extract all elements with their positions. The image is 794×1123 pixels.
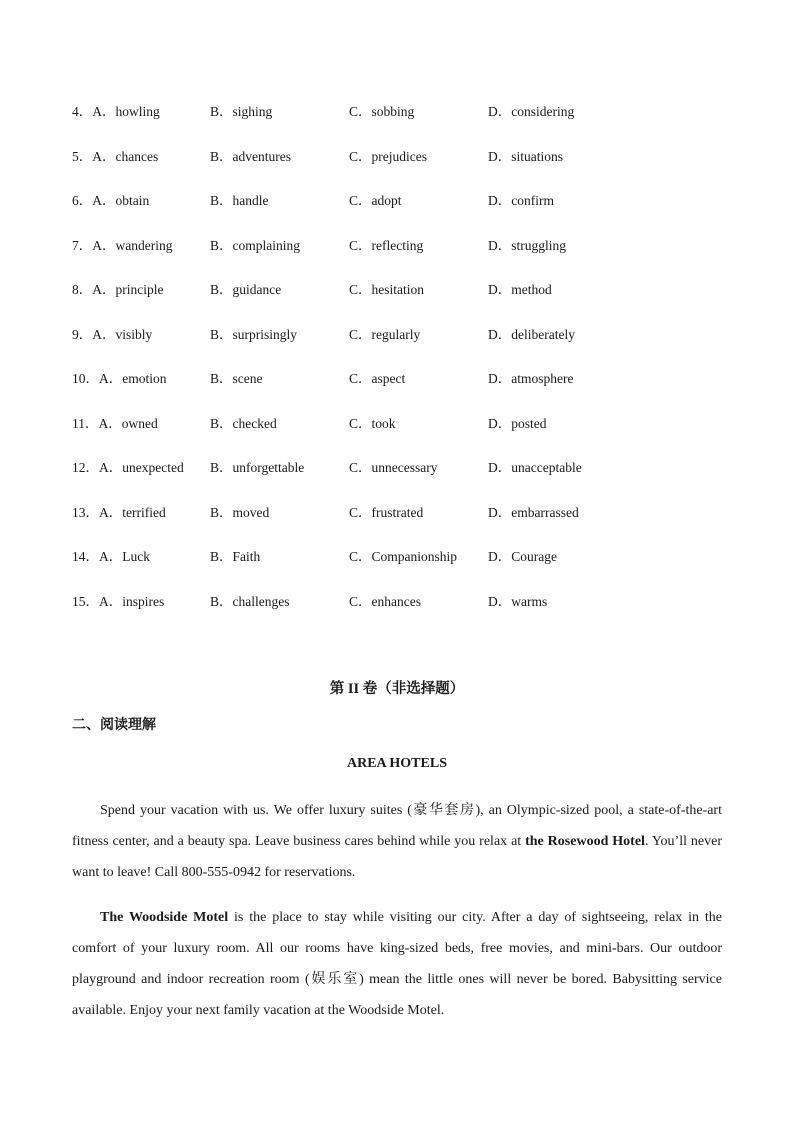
- option-c: C．regularly: [349, 326, 421, 342]
- option-c: C．adopt: [349, 193, 402, 208]
- option-d: D．atmosphere: [488, 371, 574, 386]
- option-a: 13．A．terrified: [72, 504, 166, 520]
- option-d: D．situations: [488, 148, 564, 164]
- question-row: [72, 324, 722, 369]
- question-row: [72, 413, 722, 458]
- passage-title: AREA HOTELS: [347, 756, 447, 771]
- option-b: B．complaining: [210, 237, 300, 253]
- option-c: C．sobbing: [349, 104, 415, 119]
- option-c: C．aspect: [349, 371, 406, 386]
- option-a: 14．A．Luck: [72, 549, 150, 564]
- option-a: 10．A．emotion: [72, 371, 167, 386]
- option-d: D．embarrassed: [488, 504, 579, 520]
- option-a: 9．A．visibly: [72, 326, 153, 342]
- option-d: D．struggling: [488, 237, 567, 253]
- question-row: [72, 190, 722, 235]
- option-c: C．reflecting: [349, 237, 424, 253]
- passage-paragraph-rosewood: Spend your vacation with us. We offer luxury suites (豪华套房), an Olympic-sized pool, a state-of-the-art fitness center, and a beauty spa. Leave business cares behind while you relax at the Rosewood Hotel. You’ll never want to leave! Call 800-555-0942 for reservations.: [72, 803, 722, 880]
- part-heading: 二、阅读理解: [72, 718, 156, 733]
- option-a: 6．A．obtain: [72, 193, 150, 208]
- question-row: [72, 368, 722, 413]
- option-d: D．warms: [488, 593, 548, 609]
- option-a: 8．A．principle: [72, 282, 164, 297]
- question-row: [72, 279, 722, 324]
- option-c: C．Companionship: [349, 549, 458, 564]
- option-a: 11．A．owned: [72, 415, 158, 431]
- option-c: C．frustrated: [349, 504, 424, 520]
- option-a: 7．A．wandering: [72, 237, 173, 253]
- option-c: C．hesitation: [349, 282, 424, 297]
- option-d: D．method: [488, 282, 552, 297]
- question-row: [72, 235, 722, 280]
- option-d: D．unacceptable: [488, 460, 582, 475]
- question-list: [72, 101, 722, 635]
- section-title: 第 II 卷（非选择题）: [329, 681, 465, 697]
- option-c: C．took: [349, 415, 396, 431]
- option-c: C．enhances: [349, 593, 421, 609]
- hotel-name: the Rosewood Hotel: [525, 834, 645, 849]
- option-a: 12．A．unexpected: [72, 460, 184, 475]
- option-b: B．adventures: [210, 148, 291, 164]
- option-b: B．surprisingly: [210, 326, 298, 342]
- option-b: B．moved: [210, 504, 270, 520]
- question-row: [72, 591, 722, 636]
- option-b: B．sighing: [210, 104, 273, 119]
- option-b: B．guidance: [210, 282, 282, 297]
- option-d: D．deliberately: [488, 326, 575, 342]
- option-d: D．posted: [488, 415, 547, 431]
- option-a: 5．A．chances: [72, 148, 159, 164]
- hotel-name: The Woodside Motel: [100, 910, 229, 925]
- passage-paragraph-woodside: The Woodside Motel is the place to stay while visiting our city. After a day of sightseeing, relax in the comfort of your luxury room. All our rooms have king-sized beds, free movies, and mini-bars. Our outdoor playground and indoor recreation room (娱乐室) mean the little ones will never be bored. Babysitting service available. Enjoy your next family vacation at the Woodside Motel.: [72, 910, 722, 1018]
- option-a: 4．A．howling: [72, 104, 160, 119]
- option-b: B．Faith: [210, 549, 261, 564]
- question-row: [72, 502, 722, 547]
- option-d: D．considering: [488, 104, 575, 119]
- question-row: [72, 546, 722, 591]
- option-d: D．Courage: [488, 549, 557, 564]
- question-row: [72, 457, 722, 502]
- option-d: D．confirm: [488, 193, 554, 208]
- question-row: [72, 101, 722, 146]
- option-b: B．handle: [210, 193, 269, 208]
- option-b: B．scene: [210, 371, 263, 386]
- option-b: B．checked: [210, 415, 277, 431]
- option-c: C．prejudices: [349, 148, 427, 164]
- option-a: 15．A．inspires: [72, 593, 165, 609]
- option-b: B．unforgettable: [210, 460, 305, 475]
- option-b: B．challenges: [210, 593, 290, 609]
- option-c: C．unnecessary: [349, 460, 438, 475]
- question-row: [72, 146, 722, 191]
